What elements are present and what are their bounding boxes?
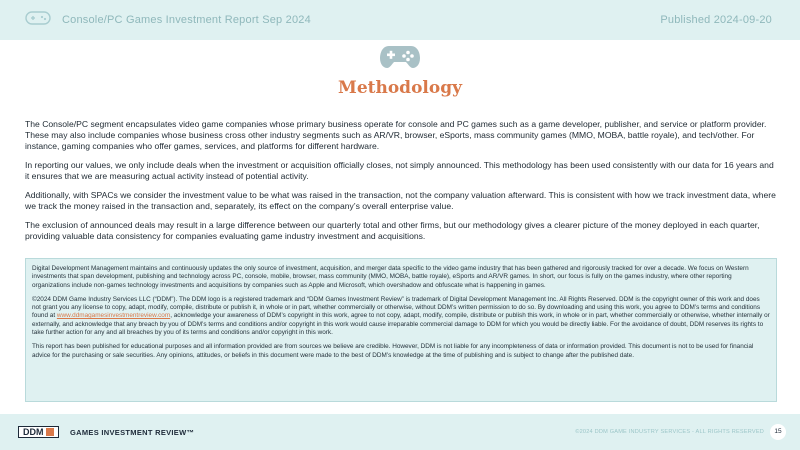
brand-name: GAMES INVESTMENT REVIEW™ [70,428,195,437]
disclaimer-paragraph [32,296,770,337]
gamepad-icon [25,10,51,26]
page-number: 15 [770,424,786,440]
published-date: Published 2024-09-20 [660,14,772,26]
methodology-body [25,119,777,250]
footer-bar [0,414,800,450]
logo-mark [46,428,54,436]
copyright-text: , acknowledge your awareness of DDM’s copyright in this work, agree to not copy, adapt, modify, compile, distribute or publish this work, in whole or in part, whether commercially or otherwise, whether internally or externally, and acknowledge that any breach by you of DDM’s terms and conditions and/or copyright in this work would cause irreparable commercial damage to DDM for which you would be directly liable. For the avoidance of doubt, DDM reserves its rights to take further action for any and all breaches by you of its terms and conditions and/or copyright in this work. [32,312,770,337]
disclaimer-paragraph: Digital Development Management maintains and continuously updates the only source of investment, acquisition, and merger data specific to the video game industry that has been gathered and rigorously tracked for over a decade. We focus on Western investments that span development, publishing and technology across PC, console, mobile, browser, mass community (MMO, MOBA, battle royale), eSports and AR/VR games. In short, our focus is fully on the games industry, where other reporting organizations include non-games technology investments and acquisitions by companies such as Apple and Microsoft, which overshadow and obfuscate what is happening in games. [32,265,749,289]
ddm-logo [18,426,59,438]
paragraph: Additionally, with SPACs we consider the investment value to be what was raised in the transaction, not the company valuation afterward. This is consistent with how we track investment data, where we track the money raised in the transaction and, separately, its effect on the company’s overall enterprise value. [25,190,776,212]
report-title: Console/PC Games Investment Report Sep 2024 [62,14,311,26]
disclaimer-box [25,258,777,402]
disclaimer-paragraph: This report has been published for educational purposes and all information provided are from sources we believe are credible. However, DDM is not liable for any incompleteness of data or information provided. This document is not to be used for financial advice for the purchasing or sale securities. Any opinions, attitudes, or beliefs in this document were made to the best of DDM’s knowledge at the time of publishing and is subject to change after the published date. [32,343,754,359]
footer-copyright: ©2024 DDM GAME INDUSTRY SERVICES - ALL RIGHTS RESERVED [575,429,764,435]
page-title: Methodology [338,78,462,98]
paragraph: In reporting our values, we only include deals when the investment or acquisition officially closes, not simply announced. This methodology has been used consistently with our data for 16 years and it ensures that we are measuring actual activity instead of potential activity. [25,160,774,182]
logo-text: DDM [23,427,44,437]
copyright-text: ©2024 DDM Game Industry Services LLC (“DDM”). The DDM logo is a registered trademark and “DDM Games Investment Review” is trademark of Digital Development Management Inc. All Rights Reserved. DDM is the copyright owner of this work and does not grant you any license to copy, adapt, modify, compile, distribute or publish it, in whole or in part, whether commercially or otherwise, without DDM’s written permission to do so. By downloading and using this work, you agree to DDM’s terms and conditions found at [32,295,761,320]
top-bar [0,0,800,40]
paragraph: The Console/PC segment encapsulates video game companies whose primary business operate for console and PC games such as a game developer, publisher, and service or platform provider. These may also include companies whose business cross other industry segments such as AR/VR, browser, eSports, mass community games (MMO, MOBA, battle royale), and tech/other. For instance, gaming companies who offer games, services, and platforms for different hardware. [25,119,767,152]
paragraph: The exclusion of announced deals may result in a large difference between our quarterly total and other firms, but our methodology gives a clearer picture of the money deployed in each quarter, providing valuable data consistency for companies evaluating game industry investment and acquisitions. [25,220,760,242]
terms-link[interactable]: www.ddmagamesinvestmentreview.com [56,312,171,320]
gamepad-icon [379,42,421,70]
